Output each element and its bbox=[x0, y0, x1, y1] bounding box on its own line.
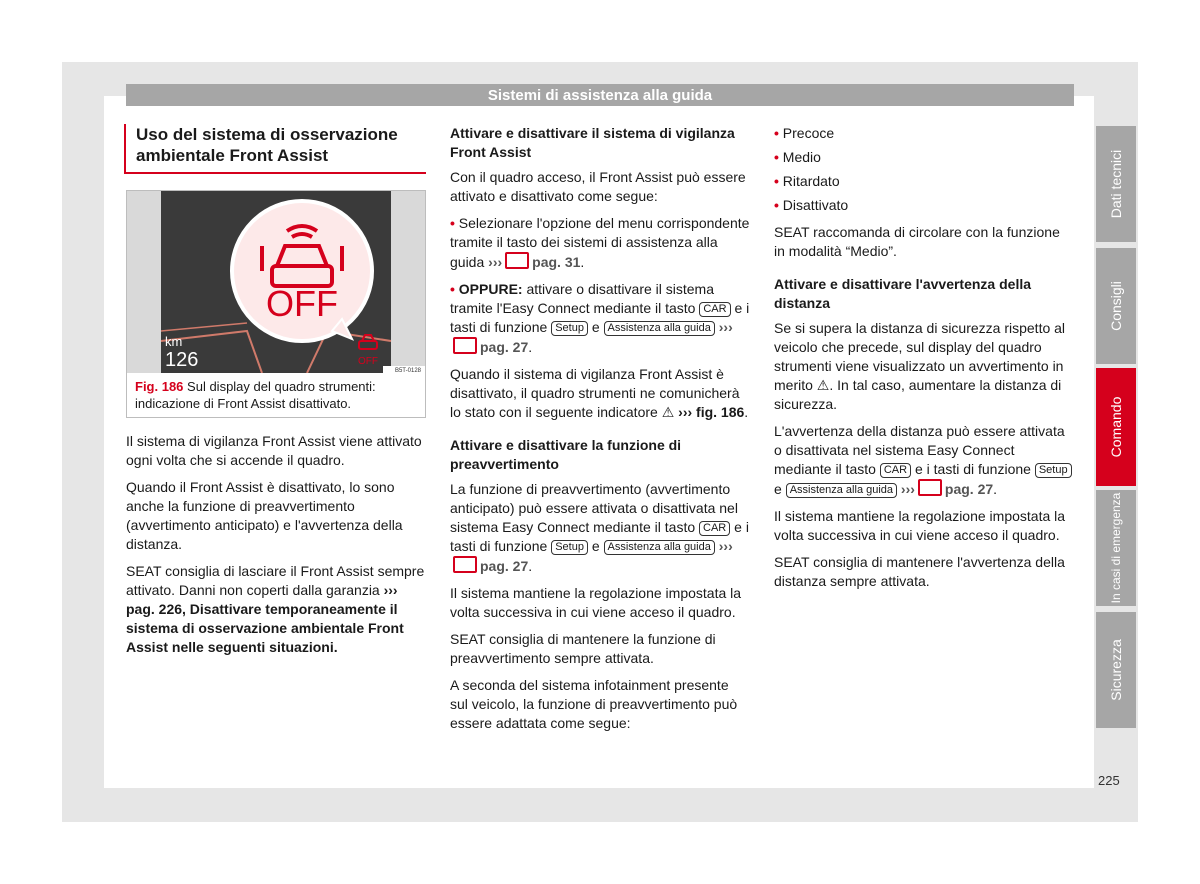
book-icon bbox=[505, 252, 529, 269]
column-2 bbox=[450, 124, 750, 741]
tab-sicurezza[interactable]: Sicurezza bbox=[1096, 612, 1136, 728]
distance-warning-icon: ⚠ bbox=[816, 377, 830, 393]
cross-reference[interactable]: ››› fig. 186 bbox=[678, 404, 745, 420]
paragraph: Quando il Front Assist è disattivato, lo sono anche la funzione di preavvertimento (avvertimento anticipato) e l'avvertenza della distanza. bbox=[126, 479, 403, 552]
paragraph: L'avvertenza della distanza può essere attivata o disattivata nel sistema Easy Connect mediante il tasto CAR e i tasti di funzione Setup e Assistenza alla guida ››› pag. 27. bbox=[774, 422, 1074, 499]
assist-key: Assistenza alla guida bbox=[604, 540, 715, 555]
tab-comando[interactable]: Comando bbox=[1096, 368, 1136, 486]
paragraph: Se si supera la distanza di sicurezza rispetto al veicolo che precede, sul display del quadro strumenti viene visualizzato un avvertimento in merito ⚠. In tal caso, aumentare la distanza di sicurezza. bbox=[774, 320, 1066, 412]
caption-label: Fig. 186 bbox=[135, 379, 184, 394]
paragraph: A seconda del sistema infotainment presente sul veicolo, la funzione di preavvertimento può essere adattata come segue: bbox=[450, 677, 738, 731]
column-1 bbox=[126, 124, 426, 665]
page-number: 225 bbox=[1098, 773, 1120, 788]
paragraph: Con il quadro acceso, il Front Assist può essere attivato e disattivato come segue: bbox=[450, 169, 746, 204]
section-header: Sistemi di assistenza alla guida bbox=[126, 84, 1074, 106]
paragraph: Il sistema mantiene la regolazione impostata la volta successiva in cui viene acceso il quadro. bbox=[450, 585, 742, 620]
list-item: • Disattivato bbox=[774, 197, 849, 213]
bullet-item: • Selezionare l'opzione del menu corrispondente tramite il tasto dei sistemi di assistenza alla guida ››› pag. 31. bbox=[450, 215, 750, 270]
tab-consigli[interactable]: Consigli bbox=[1096, 248, 1136, 364]
page-reference[interactable]: pag. 31 bbox=[532, 254, 581, 270]
paragraph: SEAT consiglia di mantenere la funzione di preavvertimento sempre attivata. bbox=[450, 631, 716, 666]
tab-emergenza[interactable]: In casi di emergenza bbox=[1096, 490, 1136, 606]
caption-text: Sul display del quadro strumenti: indicazione di Front Assist disattivato. bbox=[135, 379, 376, 411]
front-assist-indicator-icon: ⚠ bbox=[661, 404, 675, 420]
book-icon bbox=[453, 556, 477, 573]
list-item: • Medio bbox=[774, 149, 821, 165]
km-label: km bbox=[165, 334, 183, 349]
assist-key: Assistenza alla guida bbox=[604, 321, 715, 336]
car-key: CAR bbox=[699, 521, 730, 536]
dashboard-illustration bbox=[127, 191, 425, 373]
subheading: Attivare e disattivare la funzione di preavvertimento bbox=[450, 437, 682, 472]
car-key: CAR bbox=[699, 302, 730, 317]
column-3 bbox=[774, 124, 1074, 599]
figure-caption bbox=[127, 373, 425, 417]
page-reference[interactable]: pag. 27 bbox=[480, 339, 529, 355]
small-off-label: OFF bbox=[358, 356, 378, 367]
paragraph: SEAT consiglia di lasciare il Front Assist sempre attivato. Danni non coperti dalla garanzia ››› pag. 226, Disattivare temporaneamente il sistema di osservazione ambientale Front Assist nelle seguenti situazioni. bbox=[126, 563, 425, 655]
subheading: Attivare e disattivare l'avvertenza della distanza bbox=[774, 276, 1032, 311]
page-reference[interactable]: pag. 27 bbox=[944, 481, 994, 497]
paragraph: Il sistema di vigilanza Front Assist viene attivato ogni volta che si accende il quadro. bbox=[126, 433, 422, 468]
paragraph: La funzione di preavvertimento (avvertimento anticipato) può essere attivata o disattivata nel sistema Easy Connect mediante il tasto CAR e i tasti di funzione Setup e Assistenza alla guida ›››pag. 27. bbox=[450, 481, 749, 574]
paragraph: SEAT raccomanda di circolare con la funzione in modalità “Medio”. bbox=[774, 224, 1060, 259]
setup-key: Setup bbox=[551, 540, 588, 555]
section-title: Uso del sistema di osservazione ambientale Front Assist bbox=[124, 124, 426, 174]
book-icon bbox=[453, 337, 477, 354]
bullet-icon: • bbox=[450, 281, 455, 297]
list-item: • Ritardato bbox=[774, 173, 840, 189]
car-key: CAR bbox=[880, 463, 911, 478]
paragraph: Quando il sistema di vigilanza Front Assist è disattivato, il quadro strumenti ne comunicherà lo stato con il seguente indicatore ⚠ ››› fig. 186. bbox=[450, 366, 749, 420]
setup-key: Setup bbox=[1035, 463, 1072, 478]
off-label: OFF bbox=[266, 283, 338, 324]
figure-code: B5T-0128 bbox=[394, 368, 421, 373]
figure-186 bbox=[126, 190, 426, 418]
list-item: • Precoce bbox=[774, 125, 835, 141]
km-value: 126 bbox=[165, 349, 199, 371]
subheading: Attivare e disattivare il sistema di vigilanza Front Assist bbox=[450, 125, 735, 160]
page-reference[interactable]: pag. 27 bbox=[480, 558, 529, 574]
setup-key: Setup bbox=[551, 321, 588, 336]
bullet-item: • OPPURE: attivare o disattivare il sistema tramite l'Easy Connect mediante il tasto CAR e i tasti di funzione Setup e Assistenza alla guida ›››pag. 27. bbox=[450, 281, 750, 355]
cross-reference[interactable]: ››› pag. 226, Disattivare temporaneamente il sistema di osservazione ambientale Front Assist nelle seguenti situazioni. bbox=[126, 582, 404, 655]
paragraph: SEAT consiglia di mantenere l'avvertenza della distanza sempre attivata. bbox=[774, 554, 1065, 589]
bullet-icon: • bbox=[450, 215, 455, 231]
assist-key: Assistenza alla guida bbox=[786, 483, 897, 498]
book-icon bbox=[918, 479, 942, 496]
tab-dati-tecnici[interactable]: Dati tecnici bbox=[1096, 126, 1136, 242]
option-list bbox=[774, 124, 1074, 215]
paragraph: Il sistema mantiene la regolazione impostata la volta successiva in cui viene acceso il quadro. bbox=[774, 508, 1066, 543]
